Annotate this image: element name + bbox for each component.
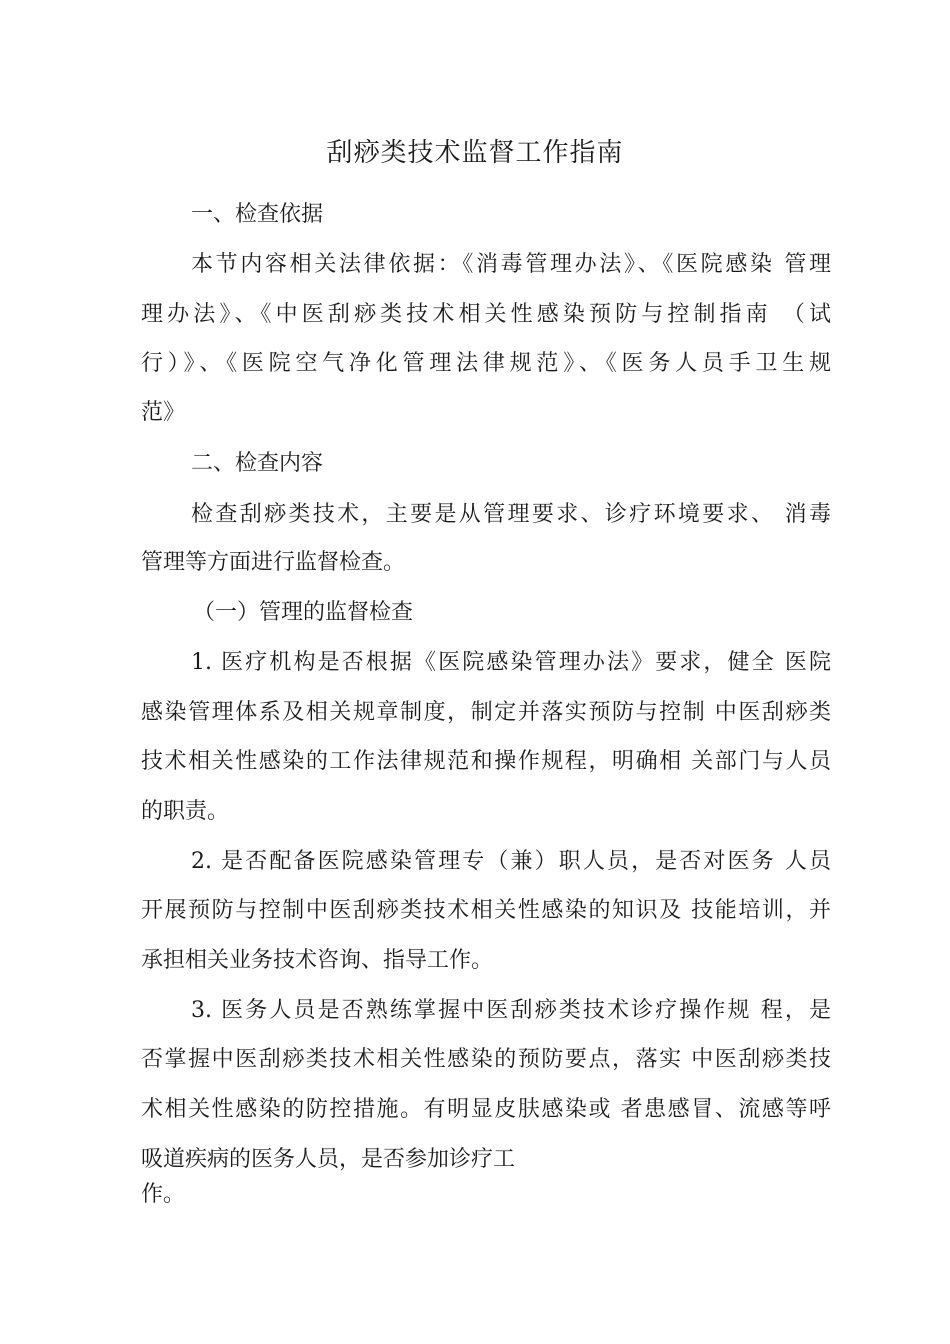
- paragraph-line: 理办法》、《中医刮痧类技术相关性感染预防与控制指南 （试: [141, 302, 831, 327]
- section-heading-1: 一、检查依据: [191, 202, 324, 227]
- paragraph-line: 本节内容相关法律依据：《消毒管理办法》、《医院感染 管理: [191, 252, 831, 277]
- paragraph-line: 行）》、《医院空气净化管理法律规范》、《医务人员手卫生规: [141, 351, 831, 376]
- paragraph-line: 否掌握中医刮痧类技术相关性感染的预防要点，落实 中医刮痧类技: [141, 1047, 831, 1072]
- paragraph-line: 吸道疾病的医务人员，是否参加诊疗工: [141, 1147, 516, 1172]
- section-heading-2: 二、检查内容: [191, 451, 324, 476]
- paragraph-line: 技术相关性感染的工作法律规范和操作规程，明确相 关部门与人员: [141, 749, 831, 774]
- document-title: 刮痧类技术监督工作指南: [326, 138, 624, 168]
- paragraph-line: 承担相关业务技术咨询、指导工作。: [141, 948, 494, 973]
- paragraph-line: 开展预防与控制中医刮痧类技术相关性感染的知识及 技能培训，并: [141, 898, 831, 923]
- paragraph-line: 检查刮痧类技术，主要是从管理要求、诊疗环境要求、 消毒: [191, 502, 831, 527]
- paragraph-line: 术相关性感染的防控措施。有明显皮肤感染或 者患感冒、流感等呼: [141, 1097, 831, 1122]
- paragraph-line: 作。: [141, 1182, 186, 1207]
- paragraph-line: 的职责。: [141, 799, 230, 824]
- paragraph-line: 1. 医疗机构是否根据《医院感染管理办法》要求，健全 医院: [191, 650, 831, 675]
- subsection-heading: （一）管理的监督检查: [193, 600, 414, 625]
- paragraph-line: 感染管理体系及相关规章制度，制定并落实预防与控制 中医刮痧类: [141, 700, 831, 725]
- paragraph-line: 3. 医务人员是否熟练掌握中医刮痧类技术诊疗操作规 程，是: [191, 998, 831, 1023]
- paragraph-line: 2. 是否配备医院感染管理专（兼）职人员，是否对医务 人员: [191, 849, 831, 874]
- paragraph-line: 范》: [141, 400, 186, 425]
- paragraph-line: 管理等方面进行监督检查。: [141, 550, 406, 575]
